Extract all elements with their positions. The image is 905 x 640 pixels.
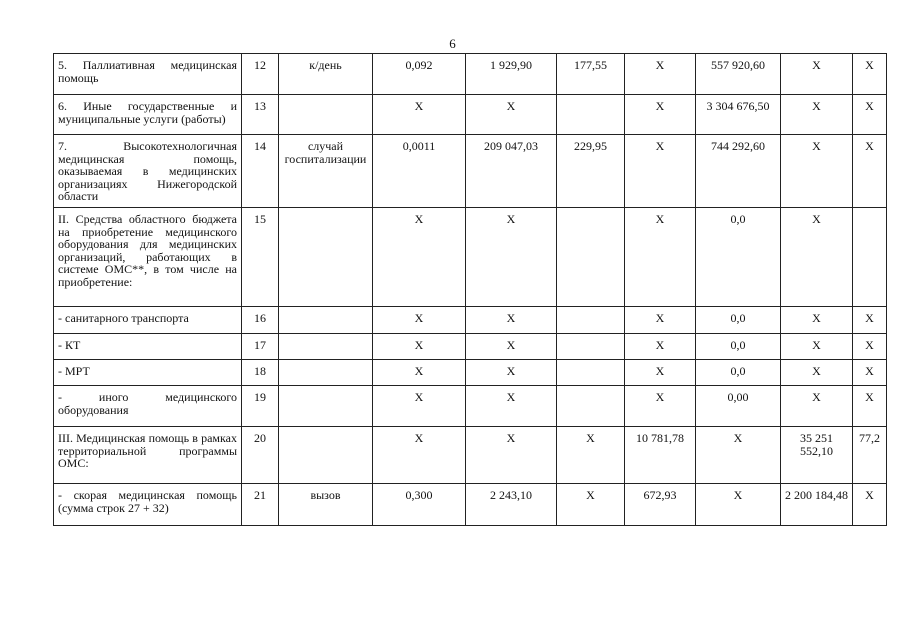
value-cell: X: [466, 95, 557, 135]
value-cell: X: [853, 54, 887, 95]
value-cell: X: [696, 484, 781, 526]
row-number: 13: [242, 95, 279, 135]
table-row: [54, 334, 887, 360]
value-cell: X: [625, 135, 696, 208]
value-cell: X: [466, 334, 557, 360]
value-cell: 0,0011: [373, 135, 466, 208]
value-cell: X: [466, 386, 557, 427]
value-cell: X: [781, 386, 853, 427]
table-row: [54, 95, 887, 135]
table-row: [54, 135, 887, 208]
value-cell: X: [853, 386, 887, 427]
row-name: - иного медицинского оборудования: [54, 386, 242, 427]
value-cell: X: [853, 360, 887, 386]
value-cell: X: [625, 307, 696, 334]
value-cell: X: [781, 307, 853, 334]
row-number: 15: [242, 208, 279, 307]
value-cell: 0,300: [373, 484, 466, 526]
unit-cell: [279, 208, 373, 307]
row-number: 20: [242, 427, 279, 484]
value-cell: 0,0: [696, 307, 781, 334]
unit-cell: [279, 386, 373, 427]
data-table: [53, 53, 887, 526]
row-name: 5. Паллиативная медицинская помощь: [54, 54, 242, 95]
value-cell: 1 929,90: [466, 54, 557, 95]
value-cell: 177,55: [557, 54, 625, 95]
value-cell: X: [466, 427, 557, 484]
table-row: [54, 54, 887, 95]
unit-cell: [279, 360, 373, 386]
value-cell: X: [781, 334, 853, 360]
value-cell: 229,95: [557, 135, 625, 208]
value-cell: [557, 360, 625, 386]
value-cell: 0,0: [696, 334, 781, 360]
value-cell: X: [373, 208, 466, 307]
value-cell: X: [557, 484, 625, 526]
value-cell: X: [373, 334, 466, 360]
value-cell: X: [466, 208, 557, 307]
value-cell: 10 781,78: [625, 427, 696, 484]
value-cell: X: [853, 334, 887, 360]
table-row: [54, 427, 887, 484]
row-number: 17: [242, 334, 279, 360]
value-cell: 77,2: [853, 427, 887, 484]
value-cell: X: [853, 307, 887, 334]
value-cell: 3 304 676,50: [696, 95, 781, 135]
table-row: [54, 360, 887, 386]
value-cell: 0,0: [696, 208, 781, 307]
row-name: - КТ: [54, 334, 242, 360]
value-cell: X: [625, 386, 696, 427]
value-cell: 0,092: [373, 54, 466, 95]
unit-cell: [279, 307, 373, 334]
row-name: - санитарного транспорта: [54, 307, 242, 334]
value-cell: X: [781, 360, 853, 386]
unit-cell: к/день: [279, 54, 373, 95]
table-row: [54, 484, 887, 526]
row-name: 6. Иные государственные и муниципальные услуги (работы): [54, 95, 242, 135]
row-number: 14: [242, 135, 279, 208]
value-cell: X: [853, 135, 887, 208]
value-cell: 672,93: [625, 484, 696, 526]
value-cell: 35 251 552,10: [781, 427, 853, 484]
value-cell: X: [557, 427, 625, 484]
value-cell: X: [781, 135, 853, 208]
value-cell: X: [696, 427, 781, 484]
value-cell: X: [781, 54, 853, 95]
row-number: 12: [242, 54, 279, 95]
value-cell: [557, 95, 625, 135]
value-cell: X: [853, 95, 887, 135]
value-cell: [853, 208, 887, 307]
table-row: [54, 386, 887, 427]
unit-cell: вызов: [279, 484, 373, 526]
value-cell: 557 920,60: [696, 54, 781, 95]
value-cell: 2 200 184,48: [781, 484, 853, 526]
value-cell: X: [625, 360, 696, 386]
row-number: 18: [242, 360, 279, 386]
value-cell: X: [373, 386, 466, 427]
unit-cell: случай госпитализации: [279, 135, 373, 208]
value-cell: 0,0: [696, 360, 781, 386]
value-cell: X: [625, 208, 696, 307]
row-name: - скорая медицинская помощь (сумма строк 27 + 32): [54, 484, 242, 526]
value-cell: X: [781, 208, 853, 307]
value-cell: X: [373, 307, 466, 334]
row-number: 21: [242, 484, 279, 526]
table-row: [54, 307, 887, 334]
value-cell: X: [373, 95, 466, 135]
value-cell: X: [781, 95, 853, 135]
unit-cell: [279, 427, 373, 484]
row-name: III. Медицинская помощь в рамках территориальной программы ОМС:: [54, 427, 242, 484]
value-cell: X: [466, 307, 557, 334]
value-cell: X: [853, 484, 887, 526]
value-cell: [557, 307, 625, 334]
value-cell: X: [625, 334, 696, 360]
table-row: [54, 208, 887, 307]
value-cell: X: [625, 54, 696, 95]
row-name: II. Средства областного бюджета на приобретение медицинского оборудования для медицинских организаций, работающих в системе ОМС**, в том числе на приобретение:: [54, 208, 242, 307]
row-name: - МРТ: [54, 360, 242, 386]
value-cell: [557, 334, 625, 360]
value-cell: X: [373, 427, 466, 484]
value-cell: X: [373, 360, 466, 386]
page-number: 6: [449, 36, 456, 51]
unit-cell: [279, 95, 373, 135]
row-number: 16: [242, 307, 279, 334]
value-cell: 2 243,10: [466, 484, 557, 526]
value-cell: 0,00: [696, 386, 781, 427]
value-cell: [557, 386, 625, 427]
value-cell: X: [625, 95, 696, 135]
row-name: 7. Высокотехнологичная медицинская помощь, оказываемая в медицинских организациях Нижегородской области: [54, 135, 242, 208]
value-cell: [557, 208, 625, 307]
row-number: 19: [242, 386, 279, 427]
unit-cell: [279, 334, 373, 360]
value-cell: X: [466, 360, 557, 386]
value-cell: 744 292,60: [696, 135, 781, 208]
value-cell: 209 047,03: [466, 135, 557, 208]
